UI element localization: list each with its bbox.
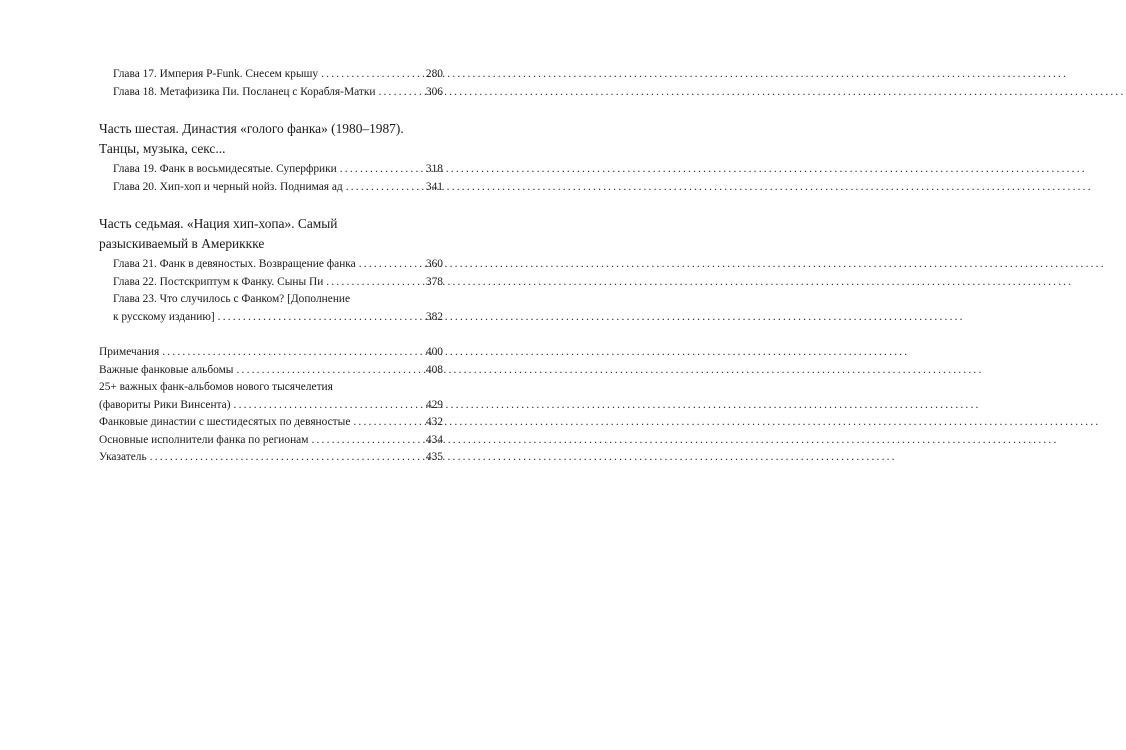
toc-entry-page: 341 (425, 180, 443, 193)
toc-entry-page: 432 (425, 416, 443, 428)
toc-entry-title: Глава 19. Фанк в восьмидесятые. Суперфрики (113, 163, 337, 175)
part-heading-line: разыскиваемый в Америккке (99, 236, 265, 251)
toc-entry-chapter-22 (113, 274, 443, 292)
toc-entry-title-line: 25+ важных фанк-альбомов нового тысячелетия (99, 381, 333, 393)
toc-entry-page: 280 (425, 68, 443, 80)
toc-entry-title: Примечания (99, 346, 160, 358)
toc-entry-page: 434 (425, 433, 443, 446)
toc-entry-chapter-20 (113, 179, 443, 197)
toc-entry-regions (99, 432, 443, 450)
part-heading-line: Часть шестая. Династия «голого фанка» (1980–1987). (99, 121, 404, 136)
dot-leader (353, 414, 424, 432)
part-heading-line: Танцы, музыка, секс... (99, 141, 226, 156)
toc-entry-dynasties (99, 414, 443, 432)
dot-leader (326, 274, 424, 292)
toc-entry-chapter-21 (113, 256, 443, 274)
dot-leader (236, 362, 423, 380)
toc-entry-page: 408 (425, 363, 443, 376)
toc-entry-last-line (99, 397, 443, 415)
dot-leader (378, 84, 423, 102)
dot-leader (162, 344, 424, 362)
toc-entry-title: Глава 18. Метафизика Пи. Посланец с Корабля-Матки (113, 85, 376, 98)
toc-entry-title: Глава 22. Постскриптум к Фанку. Сыны Пи (113, 275, 324, 288)
toc-entry-page: 378 (425, 275, 443, 288)
toc-entry-page: 382 (425, 310, 443, 323)
toc-entry-albums-new-millennium (99, 379, 443, 414)
toc-entry-title: Фанковые династии с шестидесятых по девяностые (99, 416, 351, 428)
dot-leader (321, 66, 424, 84)
dot-leader (234, 397, 424, 415)
toc-entry-chapter-19 (113, 161, 443, 179)
table-of-contents (99, 66, 443, 467)
dot-leader (311, 432, 423, 450)
part-heading-7 (99, 214, 443, 254)
part-heading-line: Часть седьмая. «Нация хип-хопа». Самый (99, 216, 338, 231)
toc-entry-notes (99, 344, 443, 362)
toc-entry-last-line (113, 309, 443, 327)
toc-entry-page: 306 (425, 85, 443, 98)
toc-entry-title-line: к русскому изданию] (113, 310, 215, 323)
toc-entry-index (99, 449, 443, 467)
toc-entry-page: 429 (425, 398, 443, 411)
toc-entry-chapter-23 (113, 291, 443, 326)
dot-leader (359, 256, 424, 274)
toc-entry-page: 435 (425, 451, 443, 463)
toc-entry-title: Основные исполнители фанка по регионам (99, 433, 309, 446)
toc-entry-title: Указатель (99, 451, 147, 463)
toc-entry-chapter-18 (113, 84, 443, 102)
dot-leader (218, 309, 424, 327)
toc-entry-title: Важные фанковые альбомы (99, 363, 234, 376)
toc-entry-page: 360 (425, 258, 443, 270)
appendix-list (99, 344, 443, 467)
toc-entry-title: Глава 21. Фанк в девяностых. Возвращение фанка (113, 258, 356, 270)
toc-entry-page: 400 (425, 346, 443, 358)
dot-leader (150, 449, 424, 467)
toc-entry-title-line: (фавориты Рики Винсента) (99, 398, 231, 411)
dot-leader (340, 161, 424, 179)
toc-entry-page: 318 (425, 163, 443, 175)
toc-entry-chapter-17 (113, 66, 443, 84)
toc-entry-title: Глава 17. Империя P-Funk. Снесем крышу (113, 68, 319, 80)
toc-entry-albums (99, 362, 443, 380)
part-heading-6 (99, 119, 443, 159)
toc-entry-title-line: Глава 23. Что случилось с Фанком? [Дополнение (113, 293, 351, 305)
section-spacer (113, 326, 443, 344)
dot-leader (346, 179, 424, 197)
toc-entry-title: Глава 20. Хип-хоп и черный нойз. Поднимая ад (113, 180, 343, 193)
